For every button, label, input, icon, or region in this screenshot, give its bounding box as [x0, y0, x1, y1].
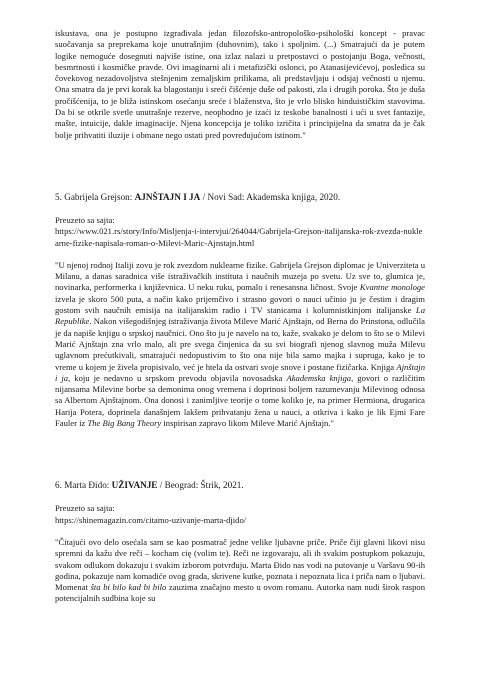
- quote-text: zauzima značajno mesto u ovom romanu. Autorka nam nudi širok raspon potencijalnih sudbina koje su: [55, 582, 425, 604]
- quote-text: "U njenoj rodnoj Italiji zovu je rok zvezdom nuklearne fizike. Gabrijela Grejson diplomac je Univerziteta u Milanu, a danas saradnica više istraživačkih instituta i naučnih muzeja po svetu. Uz sve to, glumica je, novinarka, performerka i književnica. U neku ruku, pomalo i renesansna ličnost. Svoje: [55, 259, 425, 293]
- quote-text: izvela je skoro 500 puta, a način kako prijemčivo i strasno govori o nauci učinio ju je čestim i dragim gostom svih naučnih emisija na italijanskim radio i TV stanicama i kolumnistkinjom italijanske: [55, 293, 425, 316]
- entry-5-publisher: / Novi Sad: Akademska knjiga, 2020.: [200, 191, 341, 202]
- entry-6-source-label: Preuzeto sa sajta:: [55, 503, 115, 514]
- entry-5-prefix: 5. Gabrijela Grejson:: [55, 191, 135, 202]
- quote-italic-title: Ajnštajn i ja: [55, 361, 425, 383]
- entry-5-source-url[interactable]: https://www.021.rs/story/Info/Misljenja-i-intervjui/264044/Gabrijela-Grejson-italijanska-rok-zvezda-nuklearne-fizike-napisala-roman-o-Milevi-Maric-Ajnstajn.html: [55, 226, 423, 248]
- entry-5-quote: [55, 260, 425, 429]
- entry-5-title: AJNŠTAJN I JA: [134, 191, 201, 202]
- quote-text: , koju je nedavno u srpskom prevodu objavila novosadska: [68, 372, 287, 383]
- quote-text: , govori o različitim nijansama Milevine borbe sa demonima onog vremena i doprinosi boljem razumevanju Milevinog odnosa sa Albertom Ajnštajnom. Ona donosi i zanimljive teorije o tome koliko je, na primer Hermiona, drugarica Harija Potera, doprinela današnjem lakšem prihvatanju žena u nauci, a otkriva i kako je lik Ejmi Fare Fauler iz: [55, 372, 425, 429]
- intro-paragraph: iskustava, ona je postupno izgrađivala jedan filozofsko-antropološko-psihološki koncept - pravac suočavanja sa preprekama koje unutrašnjim (duhovnim), tako i spoljnim. (...) Smatrajući da je putem logike nemoguće dosegnuti najviše istine, ona izlaz nalazi u pretpostavci o postojanju Boga, večnosti, besmrtnosti i kosmičke pravde. Ovi imaginarni ali i metafizički oslonci, po Atanasijevićevoj, posledica su čovekovog nezadovoljstva stešnjenim zemaljskim prilikama, ali predstavljaju i odsjaj večnosti u njemu. Ona smatra da je prvi korak ka blagostanju i sreći čišćenje duše od pakosti, zla i drugih poroka. Što je duša pročišćenija, to je bliža istinskom osećanju sreće i blaženstva, što je vrlo blisko hinduističkim stavovima. Da bi se otkrile svetle unutrašnje rezerve, neophodno je izaći iz teskobe banalnosti i ući u svet fantazije, mašte, intuicije, dakle imaginacije. Njena koncepcija je toliko izričita i principijelna da smatra da je čak bolje prihvatiti iluzije i obmane nego ostati pred povređujućom istinom.": [55, 28, 425, 140]
- quote-italic-title: Akademska knjiga: [286, 372, 352, 383]
- entry-5-heading: [55, 191, 425, 203]
- entry-5-source-label: Preuzeto sa sajta:: [55, 214, 115, 225]
- entry-6-title: UŽIVANJE: [111, 480, 158, 491]
- entry-6-quote: [55, 537, 425, 605]
- quote-text: inspirisan zapravo likom Mileve Marić Ajnštajn.": [161, 418, 334, 429]
- quote-text: "Čitajući ovo delo osećala sam se kao posmatrač jedne velike ljubavne priče. Priče čiji glavni likovi nisu spremni da kažu dve reči – kocham cię (volim te). Reči ne izgovaraju, ali ih svakim postupkom pokazuju, svakom odlukom dokazuju i svakim izborom potvrđuju. Marta Đido nas vodi na putovanje u Varšavu 90-ih godina, pokazuje nam komadiće ovog grada, skrivene kutke, poznata i nepoznata lica i priča nam o ljubavi. Momenat: [55, 536, 425, 593]
- quote-text: . Nakon višegodišnjeg istraživanja života Mileve Marić Ajnštajn, od Berna do Prinstona, odlučila je da napiše knjigu o srpskoj naučnici. Ono što ju je navelo na to, kaže, svakako je delom to što se o Milevi Marić Ajnštajn zna vrlo malo, ali pre svega činjenica da su svi biografi njenog slavnog muža Milevu uglavnom prećutkivali, smatrajući nedopustivim to što ona nije bila samo majka i supruga, kako je to vreme u kojem je živela propisivalo, već je htela da ostvari svoje snove i postane fizičarka. Knjiga: [55, 316, 425, 372]
- entry-6-publisher: / Beograd: Štrik, 2021.: [157, 480, 244, 491]
- quote-italic-title: Kvantne monologe: [359, 282, 425, 293]
- quote-italic-title: La Republike: [55, 305, 425, 327]
- entry-6-prefix: 6. Marta Đido:: [55, 480, 112, 491]
- quote-italic-title: The Big Bang Theory: [87, 418, 162, 429]
- entry-6-source-url[interactable]: https://shinemagazin.com/citamo-uzivanje-marta-djido/: [55, 514, 247, 525]
- entry-6-heading: [55, 479, 425, 491]
- quote-italic-phrase: šta bi bilo kad bi bilo: [90, 582, 167, 593]
